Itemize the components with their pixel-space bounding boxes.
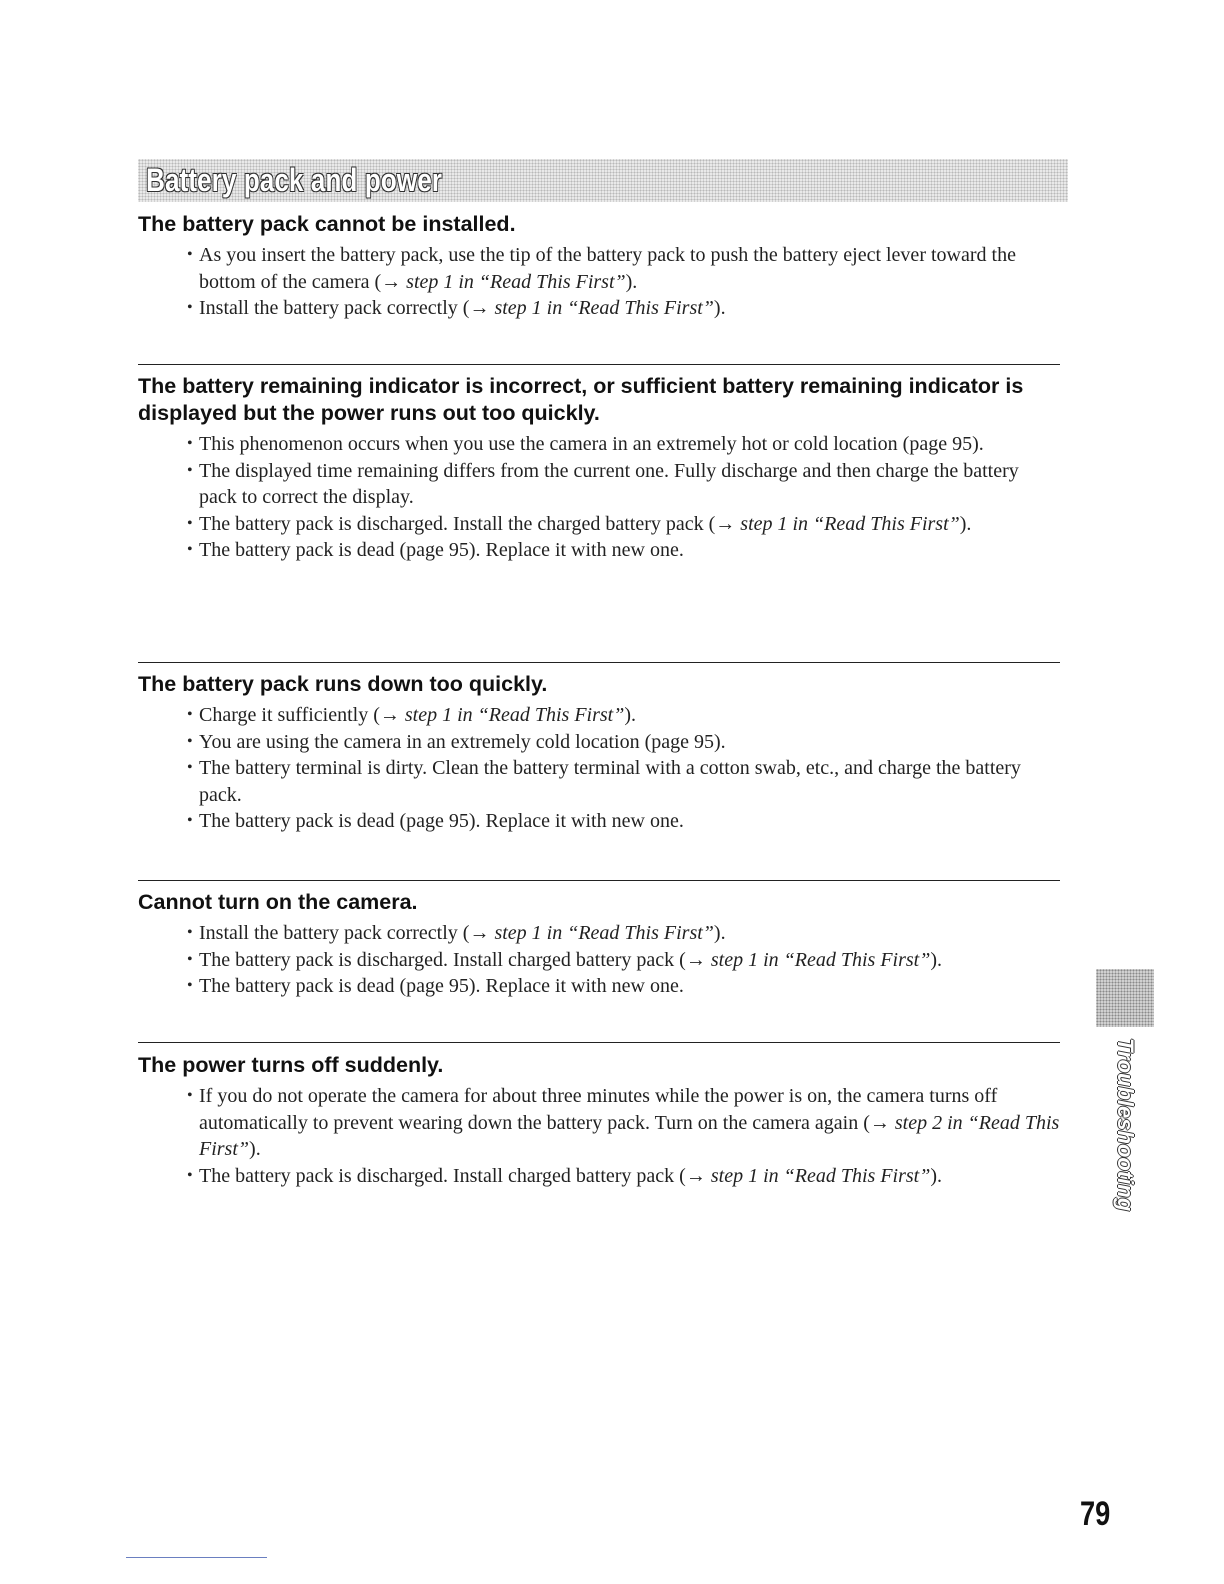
bullet-list [138, 242, 1060, 322]
bullet-list [138, 431, 1060, 564]
section-divider [138, 364, 1060, 365]
section-heading: The battery pack runs down too quickly. [138, 672, 548, 696]
cross-reference: → step 1 in “Read This First” [469, 297, 714, 319]
list-item: • Install the battery pack correctly (→ step 1 in “Read This First”). [187, 295, 1060, 322]
chapter-tab-marker [1096, 969, 1154, 1027]
troubleshoot-section [138, 1052, 1060, 1189]
section-heading: The battery remaining indicator is incorrect, or sufficient battery remaining indicator is displayed but the power runs out too quickly. [138, 374, 1024, 425]
section-divider [138, 662, 1060, 663]
troubleshoot-section [138, 671, 1060, 835]
list-item: • The battery pack is discharged. Install the charged battery pack (→ step 1 in “Read This First”). [187, 511, 1060, 538]
cross-reference: → step 1 in “Read This First” [685, 948, 931, 971]
list-item: • The battery pack is dead (page 95). Replace it with new one. [187, 973, 1060, 1000]
bullet-list [138, 1083, 1060, 1189]
banner-title: Battery pack and power [146, 162, 443, 198]
footer-rule [126, 1557, 267, 1558]
list-item: • This phenomenon occurs when you use the camera in an extremely hot or cold location (page 95). [187, 431, 1060, 458]
cross-reference: → step 1 in “Read This First” [379, 704, 625, 726]
section-heading: Cannot turn on the camera. [138, 890, 418, 914]
list-item: • As you insert the battery pack, use the tip of the battery pack to push the battery eject lever toward the bottom of the camera (→ step 1 in “Read This First”). [187, 242, 1060, 295]
list-item: • If you do not operate the camera for about three minutes while the power is on, the camera turns off automatically to prevent wearing down the battery pack. Turn on the camera again (→ step 2 in “Read This First”). [187, 1083, 1060, 1163]
list-item: • Install the battery pack correctly (→ step 1 in “Read This First”). [187, 920, 1060, 947]
cross-reference: → step 1 in “Read This First” [715, 512, 960, 535]
bullet-list [138, 920, 1060, 1000]
troubleshoot-section [138, 373, 1060, 564]
section-heading: The power turns off suddenly. [138, 1053, 444, 1077]
cross-reference: → step 1 in “Read This First” [685, 1164, 931, 1187]
troubleshoot-section [138, 211, 1060, 322]
section-divider [138, 880, 1060, 881]
cross-reference: → step 1 in “Read This First” [381, 270, 626, 293]
list-item: • The battery pack is dead (page 95). Replace it with new one. [187, 808, 1060, 835]
list-item: • The displayed time remaining differs from the current one. Fully discharge and then charge the battery pack to correct the display. [187, 458, 1060, 511]
list-item: • The battery pack is dead (page 95). Replace it with new one. [187, 537, 1060, 564]
bullet-list [138, 702, 1060, 835]
list-item: • The battery terminal is dirty. Clean the battery terminal with a cotton swab, etc., and charge the battery pack. [187, 755, 1060, 808]
section-heading: The battery pack cannot be installed. [138, 212, 516, 236]
list-item: • You are using the camera in an extremely cold location (page 95). [187, 729, 1060, 756]
section-divider [138, 1042, 1060, 1043]
chapter-tab-label: Troubleshooting [1113, 1038, 1138, 1212]
troubleshoot-section [138, 889, 1060, 1000]
section-banner [138, 159, 1068, 202]
cross-reference: → step 1 in “Read This First” [469, 922, 714, 944]
list-item: • Charge it sufficiently (→ step 1 in “Read This First”). [187, 702, 1060, 729]
cross-reference: → step 2 in “Read This First” [199, 1111, 1060, 1160]
page-number: 79 [1080, 1495, 1111, 1533]
list-item: • The battery pack is discharged. Install charged battery pack (→ step 1 in “Read This First”). [187, 947, 1060, 974]
list-item: • The battery pack is discharged. Install charged battery pack (→ step 1 in “Read This First”). [187, 1163, 1060, 1190]
